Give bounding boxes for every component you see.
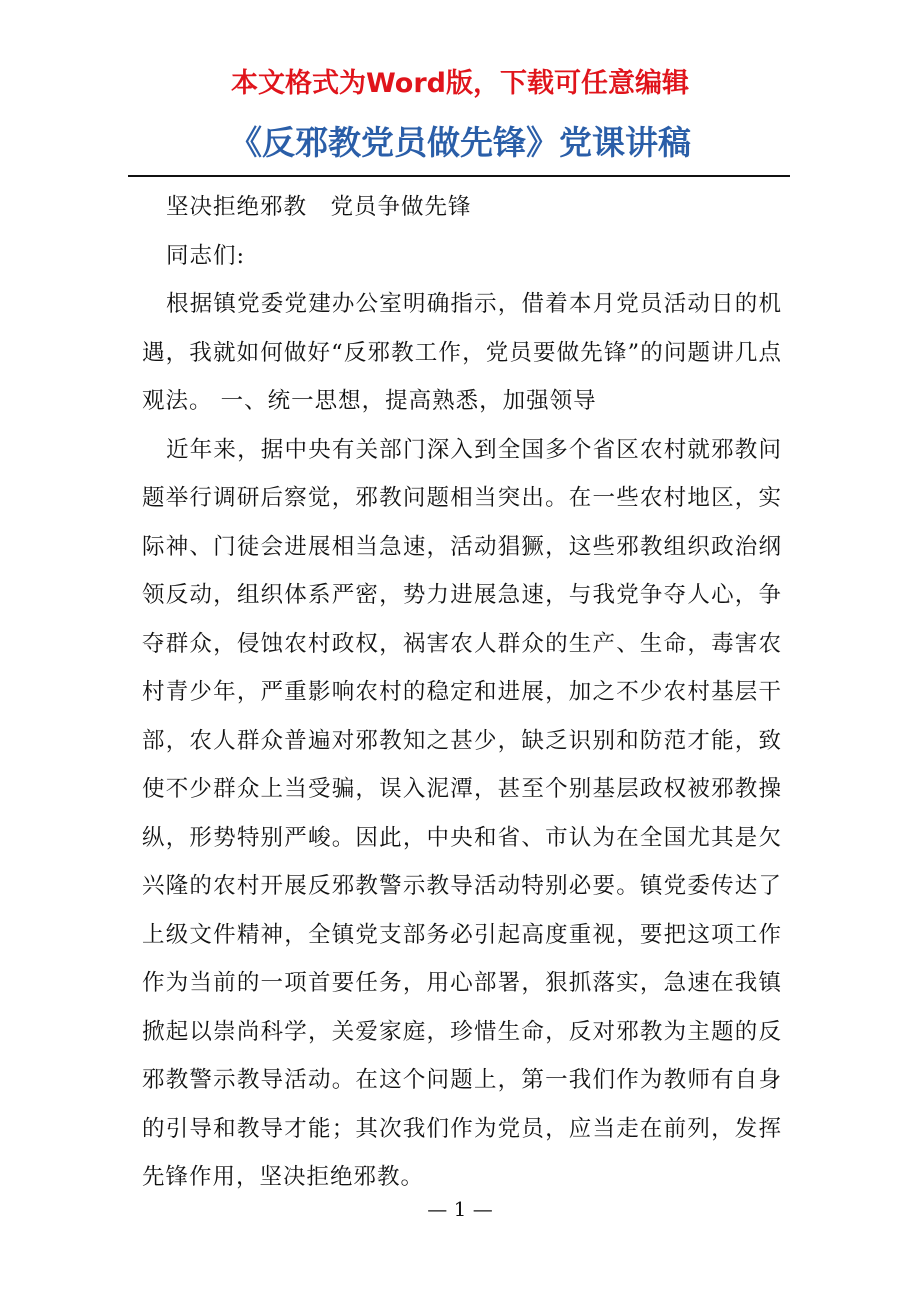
- document-body: [142, 183, 782, 1202]
- format-notice: 本文格式为Word版，下载可任意编辑: [230, 68, 689, 99]
- subtitle-paragraph: 坚决拒绝邪教 党员争做先锋: [166, 194, 472, 220]
- title-divider: [128, 175, 790, 177]
- page-number: — 1 —: [427, 1197, 493, 1221]
- intro-paragraph: 根据镇党委党建办公室明确指示，借着本月党员活动日的机遇，我就如何做好“反邪教工作，党员要做先锋”的问题讲几点观法。 一、统一思想，提高熟悉，加强领导: [142, 291, 782, 414]
- salutation-paragraph: 同志们:: [166, 242, 246, 269]
- body-paragraph: 近年来，据中央有关部门深入到全国多个省区农村就邪教问题举行调研后察觉，邪教问题相当突出。在一些农村地区，实际神、门徒会进展相当急速，活动猖獗，这些邪教组织政治纲领反动，组织体系严密，势力进展急速，与我党争夺人心，争夺群众，侵蚀农村政权，祸害农人群众的生产、生命，毒害农村青少年，严重影响农村的稳定和进展，加之不少农村基层干部，农人群众普遍对邪教知之甚少，缺乏识别和防范才能，致使不少群众上当受骗，误入泥潭，甚至个别基层政权被邪教操纵，形势特别严峻。因此，中央和省、市认为在全国尤其是欠兴隆的农村开展反邪教警示教导活动特别必要。镇党委传达了上级文件精神，全镇党支部务必引起高度重视，要把这项工作作为当前的一项首要任务，用心部署，狠抓落实，急速在我镇掀起以崇尚科学，关爱家庭，珍惜生命，反对邪教为主题的反邪教警示教导活动。在这个问题上，第一我们作为教师有自身的引导和教导才能；其次我们作为党员，应当走在前列，发挥先锋作用，坚决拒绝邪教。: [142, 436, 782, 1190]
- document-title: 《反邪教党员做先锋》党课讲稿: [229, 123, 691, 162]
